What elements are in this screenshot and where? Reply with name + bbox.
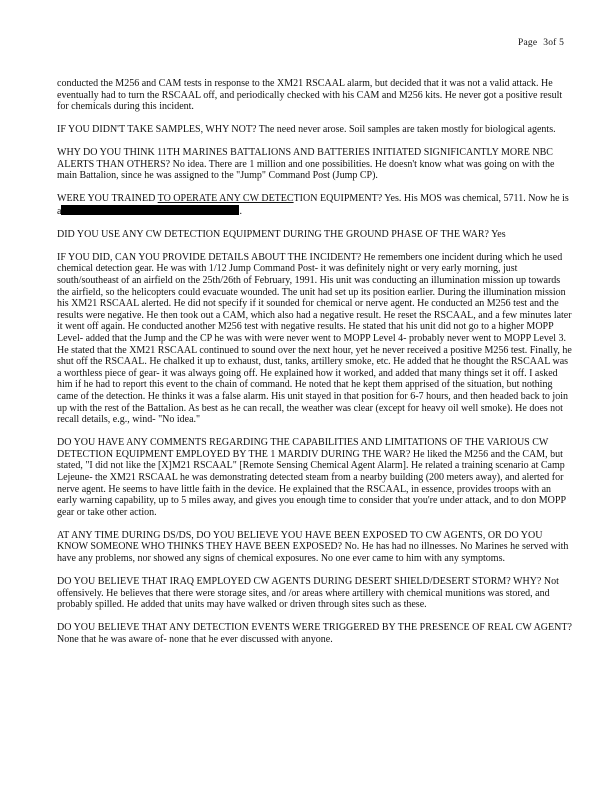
training-text-b: TION EQUIPMENT? Yes. His MOS was chemical, 5711. Now he is a bbox=[57, 193, 569, 217]
page-header bbox=[518, 38, 570, 48]
training-text-a: WERE YOU TRAINED bbox=[57, 193, 158, 205]
document-body bbox=[57, 78, 572, 657]
paragraph-incident-details: IF YOU DID, CAN YOU PROVIDE DETAILS ABOUT THE INCIDENT? He remembers one incident during which he used chemical detection gear. He was with 1/12 Jump Command Post- it was definitely night or very early morning, just south/southeast of an airfield on the 25th/26th of February, 1991. His unit was conducting an illumination mission up towards the airfield, so the helicopters could evacuate wounded. The unit had set up its position earlier. During the illumination mission his XM21 RSCAAL alerted. He did not specify if it sounded for chemical or nerve agent. He conducted an M256 test and the results were negative. He then took out a CAM, which also had a negative result. He reset the RSCAAL, and a few minutes later it went off again. He conducted another M256 test with negative results. He stated that his unit did not go to a higher MOPP Level- added that the Jump and the CP he was with were never went to MOPP Level 4- probably never went to MOPP Level 3. He stated that the XM21 RSCAAL continued to sound over the next hour, yet he never received a positive M256 test. Finally, he shut off the RSCAAL. He chalked it up to exhaust, dust, tanks, artillery smoke, etc. He added that he thought the RSCAAL was a worthless piece of gear- it was always going off. He explained how it worked, and added that many things set it off. I asked him if he had to report this event to the chain of command. He noted that he kept them apprised of the situation, but nothing came of the detection. He thinks it was a false alarm. His unit stayed in that position for 6-7 hours, and then headed back to join up with the rest of the Battalion. As best as he can recall, the weather was clear (except for heavy oil well smoke). He does not recall details, e.g., wind- "No idea." bbox=[57, 251, 572, 426]
paragraph-training bbox=[57, 193, 572, 217]
paragraph-samples: IF YOU DIDN'T TAKE SAMPLES, WHY NOT? The need never arose. Soil samples are taken mostly for biological agents. bbox=[57, 124, 556, 136]
training-text-underlined: TO OPERATE ANY CW DETEC bbox=[157, 193, 294, 205]
paragraph-detection-events: DO YOU BELIEVE THAT ANY DETECTION EVENTS WERE TRIGGERED BY THE PRESENCE OF REAL CW AGENT? None that he was aware of- none that he ever discussed with anyone. bbox=[57, 622, 572, 645]
paragraph-ground-phase: DID YOU USE ANY CW DETECTION EQUIPMENT DURING THE GROUND PHASE OF THE WAR? Yes bbox=[57, 228, 506, 240]
paragraph-nbc-alerts: WHY DO YOU THINK 11TH MARINES BATTALIONS AND BATTERIES INITIATED SIGNIFICANTLY MORE NBC ALERTS THAN OTHERS? No idea. There are 1 million and one possibilities. He doesn't know what was going on with the main Battalion, since he was assigned to the "Jump" Command Post (Jump CP). bbox=[57, 147, 555, 182]
page-label: Page bbox=[518, 38, 538, 48]
page-number: 3of 5 bbox=[543, 38, 565, 48]
paragraph-continuation: conducted the M256 and CAM tests in response to the XM21 RSCAAL alarm, but decided that it was not a valid attack. He eventually had to turn the RSCAAL off, and periodically checked with his CAM and M256 kits. He never got a positive result for chemicals during this incident. bbox=[57, 78, 563, 113]
paragraph-exposure: AT ANY TIME DURING DS/DS, DO YOU BELIEVE YOU HAVE BEEN EXPOSED TO CW AGENTS, OR DO YOU KNOW SOMEONE WHO THINKS THEY HAVE BEEN EXPOSED? No. He has had no illnesses. No Marines he served with have any problems, nor showed any signs of chemical exposures. No one ever came to him with any symptoms. bbox=[57, 529, 569, 564]
paragraph-iraq-cw: DO YOU BELIEVE THAT IRAQ EMPLOYED CW AGENTS DURING DESERT SHIELD/DESERT STORM? WHY? Not offensively. He believes that there were storage sites, and /or areas where artillery with chemical munitions was stored, and probably spilled. He added that units may have walked or driven through sites such as these. bbox=[57, 575, 559, 611]
training-text-c: . bbox=[239, 205, 242, 217]
redaction-bar bbox=[61, 205, 239, 215]
paragraph-capabilities: DO YOU HAVE ANY COMMENTS REGARDING THE CAPABILITIES AND LIMITATIONS OF THE VARIOUS CW DETECTION EQUIPMENT EMPLOYED BY THE 1 MARDIV DURING THE WAR? He liked the M256 and the CAM, but stated, "I did not like the [X]M21 RSCAAL" [Remote Sensing Chemical Agent Alarm]. He related a training scenario at Camp Lejeune- the XM21 RSCAAL he was demonstrating detected steam from a nearby building (200 meters away), and alerted for nerve agent. He seems to have little faith in the device. He explained that the RSCAAL, in essence, provides troops with an early warning capability, up to 5 miles away, and gives you enough time to consider that you're under attack, and to don MOPP gear or take other action. bbox=[57, 437, 566, 518]
